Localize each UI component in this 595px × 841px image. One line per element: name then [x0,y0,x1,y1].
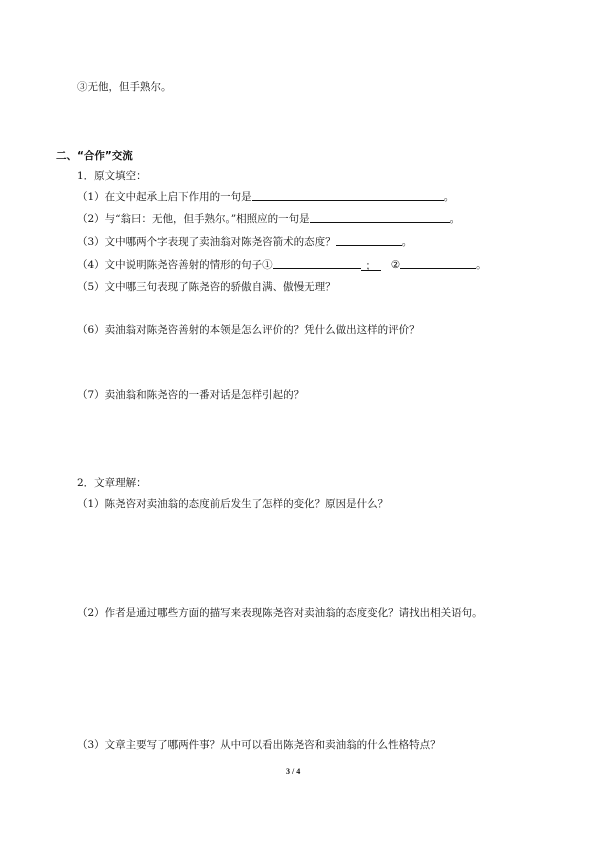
answer-blank[interactable] [252,189,444,201]
question-end: 。 [476,259,487,271]
question-text: （2）与“翁曰：无他，但手熟尔。”相照应的一句是 [77,213,310,225]
part2-title: 2．文章理解： [77,477,147,489]
question-2-3: （3）文章主要写了哪两件事？从中可以看出陈尧咨和卖油翁的什么性格特点？ [77,739,441,751]
question-1-5: （5）文中哪三句表现了陈尧咨的骄傲自满、傲慢无理？ [77,281,336,293]
previous-answer-item: ③无他，但手熟尔。 [77,81,172,93]
answer-marker-2: ② [390,259,401,271]
question-text: （4）文中说明陈尧咨善射的情形的句子① [77,259,273,271]
question-end: 。 [449,213,461,225]
answer-separator: ； [361,259,381,271]
question-end: 。 [443,191,455,203]
question-end: 。 [401,236,413,248]
answer-blank[interactable] [336,234,402,246]
answer-blank-2[interactable] [400,257,476,269]
question-text: （1）在文中起承上启下作用的一句是 [77,191,252,203]
question-1-7: （7）卖油翁和陈尧咨的一番对话是怎样引起的？ [77,389,305,401]
answer-blank[interactable] [310,211,450,223]
question-1-2 [77,211,460,226]
question-text: （3）文中哪两个字表现了卖油翁对陈尧咨箭术的态度？ [77,236,336,248]
page-number: 3 / 4 [286,767,301,776]
part1-title: 1．原文填空： [77,170,147,182]
question-1-1 [77,189,454,204]
question-1-3 [77,234,412,249]
answer-blank-1[interactable] [273,257,361,269]
section-title: 二、“合作”交流 [56,150,133,162]
question-1-4 [77,257,487,272]
question-2-2: （2）作者是通过哪些方面的描写来表现陈尧咨对卖油翁的态度变化？请找出相关语句。 [77,607,483,619]
question-2-1: （1）陈尧咨对卖油翁的态度前后发生了怎样的变化？原因是什么？ [77,498,389,510]
question-1-6: （6）卖油翁对陈尧咨善射的本领是怎么评价的？凭什么做出这样的评价？ [77,324,420,336]
